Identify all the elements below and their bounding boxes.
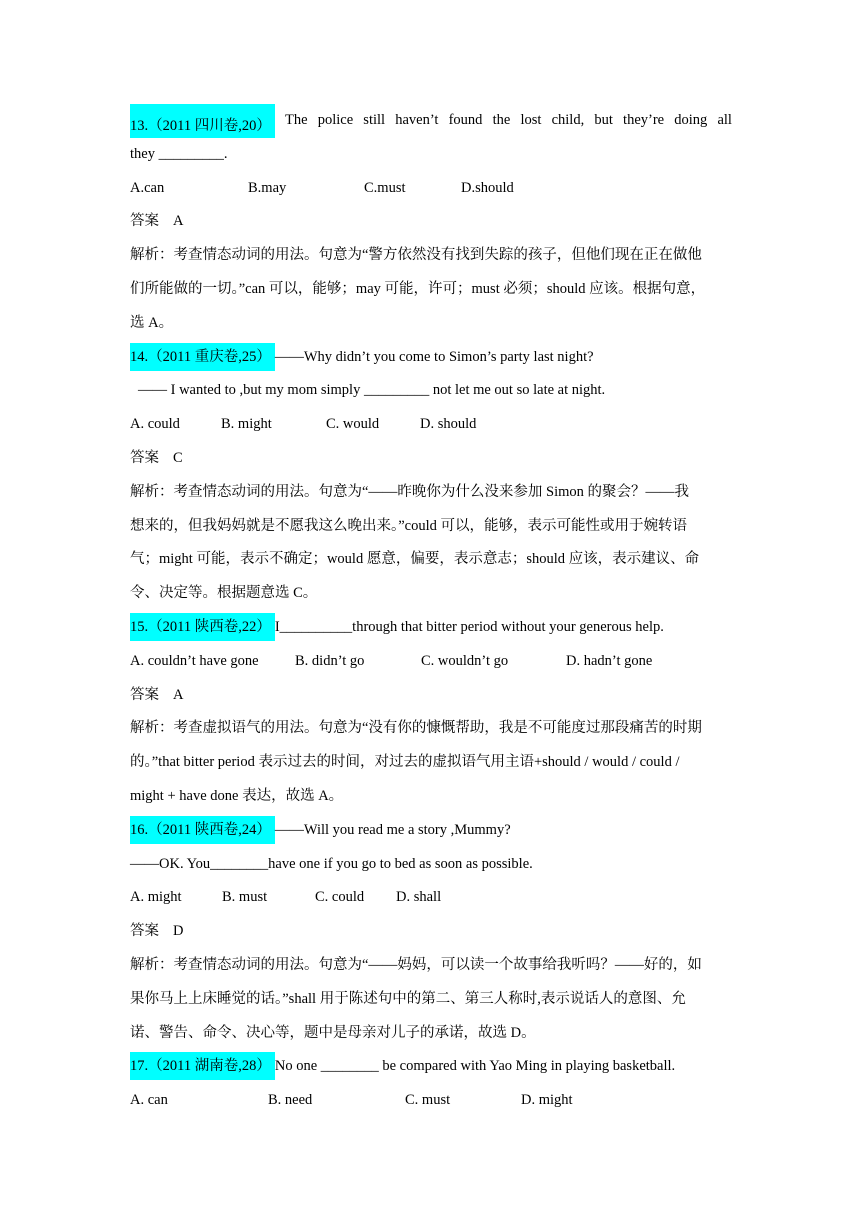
q14-options bbox=[130, 408, 732, 442]
q15-answer bbox=[130, 679, 732, 713]
answer-value: A bbox=[173, 213, 184, 230]
answer-label: 答案 bbox=[130, 686, 159, 703]
q13-stem bbox=[130, 104, 732, 138]
q15-option-d: D. hadn’t gone bbox=[566, 652, 653, 669]
q14-option-c: C. would bbox=[326, 416, 380, 433]
answer-value: C bbox=[173, 449, 183, 466]
q13-option-b: B.may bbox=[248, 179, 287, 196]
q16-stem-text: ——Will you read me a story ,Mummy? bbox=[274, 821, 511, 838]
q16-stem-cont: ——OK. You________have one if you go to bed as soon as possible. bbox=[130, 855, 533, 872]
q15-option-c: C. wouldn’t go bbox=[421, 652, 509, 669]
q13-word: The bbox=[285, 112, 308, 128]
q14-explanation-line: 解析：考查情态动词的用法。句意为“——昨晚你为什么没来参加 Simon 的聚会？——我 bbox=[130, 483, 690, 500]
q13-explanation-line: 选 A。 bbox=[130, 314, 174, 331]
q13-word: they’re bbox=[623, 112, 665, 128]
q16-tag: 16.（2011 陕西卷,24） bbox=[130, 816, 275, 844]
q16-option-a: A. might bbox=[130, 889, 182, 906]
answer-value: A bbox=[173, 686, 184, 703]
q15-stem-text: I__________through that bitter period without your generous help. bbox=[274, 618, 664, 635]
q17-option-c: C. must bbox=[405, 1092, 451, 1109]
q15-stem bbox=[130, 611, 732, 645]
q13-word: police bbox=[317, 112, 354, 128]
q14-option-a: A. could bbox=[130, 416, 180, 433]
q14-explanation-line: 令、决定等。根据题意选 C。 bbox=[130, 585, 318, 602]
q17-option-b: B. need bbox=[268, 1092, 313, 1109]
q16-option-b: B. must bbox=[222, 889, 268, 906]
q15-explanation-line: might + have done 表达，故选 A。 bbox=[130, 787, 344, 804]
q17-option-d: D. might bbox=[521, 1092, 573, 1109]
q13-word: all bbox=[717, 112, 732, 128]
q16-explanation-line: 果你马上上床睡觉的话。”shall 用于陈述句中的第二、第三人称时,表示说话人的意图、允 bbox=[130, 990, 686, 1007]
q16-answer bbox=[130, 915, 732, 949]
answer-label: 答案 bbox=[130, 213, 159, 230]
q17-stem-text: No one ________ be compared with Yao Ming in playing basketball. bbox=[274, 1058, 676, 1075]
q17-options bbox=[130, 1084, 732, 1118]
q13-answer bbox=[130, 205, 732, 239]
q14-explanation-line: 气；might 可能，表示不确定；would 愿意，偏要，表示意志；should 应该，表示建议、命 bbox=[130, 551, 700, 568]
q13-options bbox=[130, 172, 732, 206]
q17-stem bbox=[130, 1050, 732, 1084]
q14-stem-cont: —— I wanted to ,but my mom simply _________ not let me out so late at night. bbox=[138, 382, 606, 399]
q16-options bbox=[130, 881, 732, 915]
q13-word: lost bbox=[520, 112, 542, 128]
q16-stem bbox=[130, 814, 732, 848]
q14-stem-text: ——Why didn’t you come to Simon’s party last night? bbox=[274, 348, 594, 365]
q14-answer bbox=[130, 442, 732, 476]
q16-option-c: C. could bbox=[315, 889, 365, 906]
q13-word: the bbox=[492, 112, 511, 128]
q16-option-d: D. shall bbox=[396, 889, 442, 906]
q13-option-a: A.can bbox=[130, 179, 165, 196]
q13-word: doing bbox=[674, 112, 708, 128]
q13-option-d: D.should bbox=[461, 179, 514, 196]
q15-option-b: B. didn’t go bbox=[295, 652, 365, 669]
q17-tag: 17.（2011 湖南卷,28） bbox=[130, 1052, 275, 1080]
q15-options bbox=[130, 645, 732, 679]
q14-stem bbox=[130, 341, 732, 375]
q13-tag: 13.（2011 四川卷,20） bbox=[130, 104, 275, 138]
q13-word: found bbox=[448, 112, 483, 128]
q14-explanation-line: 想来的，但我妈妈就是不愿我这么晚出来。”could 可以，能够，表示可能性或用于婉转语 bbox=[130, 517, 688, 534]
q15-explanation-line: 解析：考查虚拟语气的用法。句意为“没有你的慷慨帮助，我是不可能度过那段痛苦的时期 bbox=[130, 720, 702, 737]
q16-explanation-line: 诺、警告、命令、决心等，题中是母亲对儿子的承诺，故选 D。 bbox=[130, 1024, 536, 1041]
q15-option-a: A. couldn’t have gone bbox=[130, 652, 259, 669]
q15-tag: 15.（2011 陕西卷,22） bbox=[130, 613, 275, 641]
question-list bbox=[130, 104, 732, 1118]
q15-explanation-line: 的。”that bitter period 表示过去的时间，对过去的虚拟语气用主语+should / would / could / bbox=[130, 754, 680, 771]
q13-word: child, bbox=[551, 112, 585, 128]
q16-explanation-line: 解析：考查情态动词的用法。句意为“——妈妈，可以读一个故事给我听吗？——好的，如 bbox=[130, 956, 702, 973]
q13-word: but bbox=[594, 112, 613, 128]
answer-label: 答案 bbox=[130, 923, 159, 940]
q17-option-a: A. can bbox=[130, 1092, 168, 1109]
q13-explanation-line: 们所能做的一切。”can 可以，能够；may 可能，许可；must 必须；should 应该。根据句意， bbox=[130, 280, 706, 297]
q14-option-d: D. should bbox=[420, 416, 477, 433]
answer-value: D bbox=[173, 923, 184, 940]
q13-explanation-line: 解析：考查情态动词的用法。句意为“警方依然没有找到失踪的孩子，但他们现在正在做他 bbox=[130, 247, 702, 264]
answer-label: 答案 bbox=[130, 449, 159, 466]
q13-word: still bbox=[363, 112, 386, 128]
q14-option-b: B. might bbox=[221, 416, 272, 433]
q13-stem-cont: they _________. bbox=[130, 145, 228, 162]
q13-option-c: C.must bbox=[364, 179, 406, 196]
q13-word: haven’t bbox=[395, 112, 439, 128]
q14-tag: 14.（2011 重庆卷,25） bbox=[130, 343, 275, 371]
